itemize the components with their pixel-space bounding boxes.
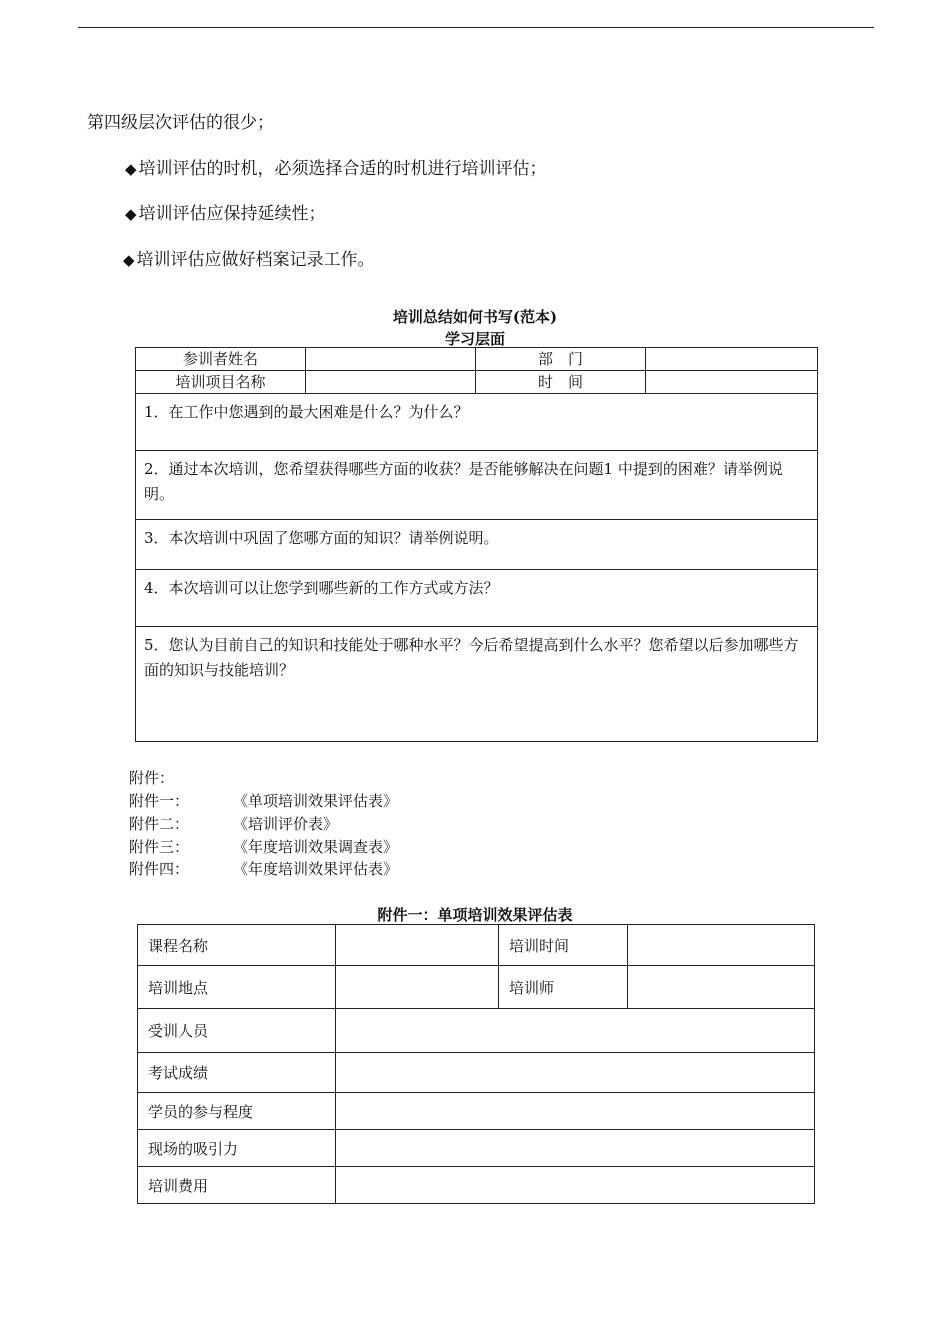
attachment-label: 附件一： bbox=[129, 792, 190, 810]
time-field[interactable] bbox=[646, 371, 818, 394]
bullet-text: 培训评估的时机，必须选择合适的时机进行培训评估； bbox=[138, 159, 547, 179]
department-label: 部 门 bbox=[476, 348, 646, 371]
attachment-doc: 《年度培训效果调查表》 bbox=[233, 838, 399, 856]
attachment-doc: 《单项培训效果评估表》 bbox=[233, 792, 399, 810]
single-training-evaluation-table bbox=[137, 924, 815, 1204]
intro-text: 第四级层次评估的很少； bbox=[87, 113, 274, 133]
diamond-bullet-icon: ◆ bbox=[125, 205, 137, 223]
diamond-bullet-icon: ◆ bbox=[123, 251, 135, 269]
exam-score-field[interactable] bbox=[336, 1053, 815, 1093]
attachment-item bbox=[129, 790, 399, 811]
participation-label: 学员的参与程度 bbox=[138, 1093, 336, 1130]
bullet-text: 培训评估应保持延续性； bbox=[138, 204, 326, 224]
bullet-item bbox=[125, 199, 326, 224]
question-2[interactable]: 2．通过本次培训，您希望获得哪些方面的收获？是否能够解决在问题1 中提到的困难？请举例说明。 bbox=[136, 451, 818, 520]
training-time-field[interactable] bbox=[628, 925, 815, 966]
question-3[interactable]: 3．本次培训中巩固了您哪方面的知识？请举例说明。 bbox=[136, 520, 818, 570]
form1-title: 附件一：单项培训效果评估表 bbox=[377, 906, 573, 924]
bullet-text: 培训评估应做好档案记录工作。 bbox=[136, 250, 375, 270]
attachment-item bbox=[129, 858, 399, 879]
location-field[interactable] bbox=[336, 966, 499, 1009]
project-name-label: 培训项目名称 bbox=[136, 371, 306, 394]
attachment-doc: 《培训评价表》 bbox=[233, 815, 339, 833]
trainer-field[interactable] bbox=[628, 966, 815, 1009]
location-label: 培训地点 bbox=[138, 966, 336, 1009]
participation-field[interactable] bbox=[336, 1093, 815, 1130]
bullet-item bbox=[123, 245, 375, 270]
attachment-label: 附件二： bbox=[129, 815, 190, 833]
attraction-field[interactable] bbox=[336, 1130, 815, 1167]
summary-title: 培训总结如何书写(范本) bbox=[392, 308, 558, 326]
attachment-item bbox=[129, 836, 399, 857]
training-time-label: 培训时间 bbox=[499, 925, 628, 966]
exam-score-label: 考试成绩 bbox=[138, 1053, 336, 1093]
trainees-field[interactable] bbox=[336, 1009, 815, 1053]
cost-label: 培训费用 bbox=[138, 1167, 336, 1204]
attachment-item bbox=[129, 813, 339, 834]
trainees-label: 受训人员 bbox=[138, 1009, 336, 1053]
trainer-label: 培训师 bbox=[499, 966, 628, 1009]
attachments-heading: 附件： bbox=[129, 769, 175, 787]
header-rule bbox=[78, 27, 874, 28]
project-name-field[interactable] bbox=[306, 371, 476, 394]
question-1[interactable]: 1．在工作中您遇到的最大困难是什么？为什么？ bbox=[136, 394, 818, 451]
course-name-field[interactable] bbox=[336, 925, 499, 966]
learning-level-table bbox=[135, 347, 818, 742]
time-label: 时 间 bbox=[476, 371, 646, 394]
course-name-label: 课程名称 bbox=[138, 925, 336, 966]
participant-name-label: 参训者姓名 bbox=[136, 348, 306, 371]
bullet-item bbox=[125, 154, 547, 179]
question-5[interactable]: 5．您认为目前自己的知识和技能处于哪种水平？今后希望提高到什么水平？您希望以后参加哪些方面的知识与技能培训？ bbox=[136, 627, 818, 742]
cost-field[interactable] bbox=[336, 1167, 815, 1204]
attachment-doc: 《年度培训效果评估表》 bbox=[233, 860, 399, 878]
attachment-label: 附件三： bbox=[129, 838, 190, 856]
department-field[interactable] bbox=[646, 348, 818, 371]
diamond-bullet-icon: ◆ bbox=[125, 160, 137, 178]
question-4[interactable]: 4．本次培训可以让您学到哪些新的工作方式或方法？ bbox=[136, 570, 818, 627]
summary-subtitle: 学习层面 bbox=[444, 330, 505, 348]
attachment-label: 附件四： bbox=[129, 860, 190, 878]
participant-name-field[interactable] bbox=[306, 348, 476, 371]
attraction-label: 现场的吸引力 bbox=[138, 1130, 336, 1167]
